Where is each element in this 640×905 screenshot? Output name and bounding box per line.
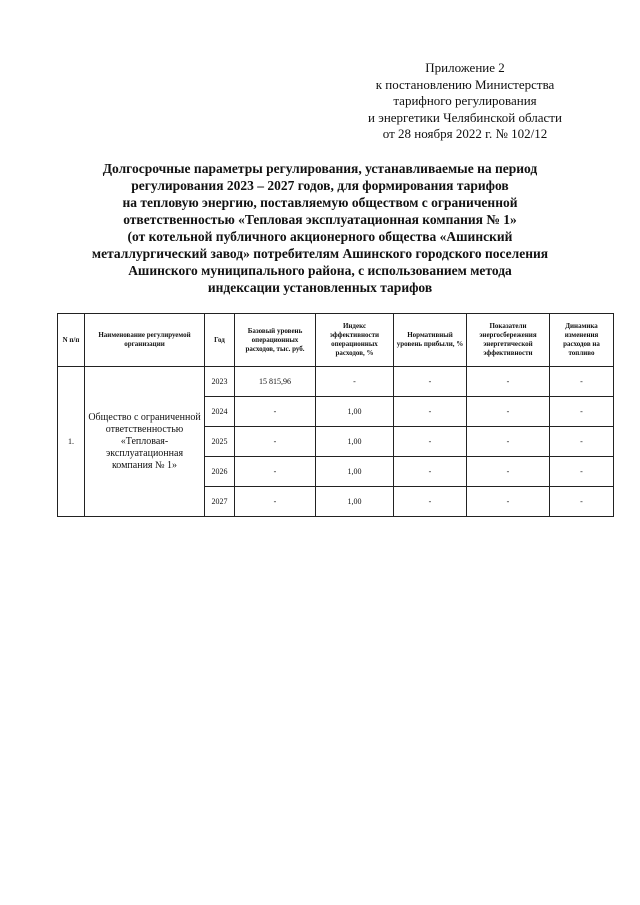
base-level-cell: -	[235, 397, 316, 427]
title-line: (от котельной публичного акционерного общества «Ашинский	[127, 229, 513, 244]
year-cell: 2023	[205, 367, 235, 397]
year-cell: 2024	[205, 397, 235, 427]
header-cell-fuel-dynamics: Динамика изменения расходов на топливо	[550, 314, 614, 367]
header-cell-energy-saving: Показатели энергосбережения энергетической эффективности	[467, 314, 550, 367]
annex-line: от 28 ноября 2022 г. № 102/12	[382, 126, 548, 141]
fuel-dynamics-cell: -	[550, 367, 614, 397]
efficiency-index-cell: 1,00	[316, 487, 394, 517]
annex-line: Приложение 2	[425, 60, 505, 75]
base-level-cell: -	[235, 457, 316, 487]
annex-line: тарифного регулирования	[393, 93, 537, 108]
efficiency-index-cell: -	[316, 367, 394, 397]
annex-line: и энергетики Челябинской области	[368, 109, 562, 125]
title-line: Долгосрочные параметры регулирования, устанавливаемые на период	[102, 161, 538, 176]
fuel-dynamics-cell: -	[550, 427, 614, 457]
energy-saving-cell: -	[467, 397, 550, 427]
title-line: металлургический завод» потребителям Ашинского городского поселения	[91, 246, 549, 261]
profit-cell: -	[394, 367, 467, 397]
header-cell-base-level: Базовый уровень операционных расходов, тыс. руб.	[235, 314, 316, 367]
efficiency-index-cell: 1,00	[316, 427, 394, 457]
annex-header	[340, 60, 590, 143]
title-line: Ашинского муниципального района, с использованием метода	[128, 263, 512, 278]
energy-saving-cell: -	[467, 367, 550, 397]
profit-cell: -	[394, 397, 467, 427]
fuel-dynamics-cell: -	[550, 397, 614, 427]
header-cell-year: Год	[205, 314, 235, 367]
annex-line: к постановлению Министерства	[375, 76, 555, 92]
profit-cell: -	[394, 487, 467, 517]
base-level-cell: 15 815,96	[235, 367, 316, 397]
title-line: ответственностью «Тепловая эксплуатационная компания № 1»	[123, 212, 517, 227]
row-number-cell: 1.	[58, 367, 85, 517]
efficiency-index-cell: 1,00	[316, 397, 394, 427]
table-row	[58, 367, 614, 397]
efficiency-index-cell: 1,00	[316, 457, 394, 487]
document-title	[60, 160, 580, 296]
year-cell: 2027	[205, 487, 235, 517]
year-cell: 2026	[205, 457, 235, 487]
parameters-table	[57, 313, 614, 517]
header-cell-profit: Нормативный уровень прибыли, %	[394, 314, 467, 367]
title-line: на тепловую энергию, поставляемую обществом с ограниченной	[122, 195, 518, 210]
base-level-cell: -	[235, 487, 316, 517]
base-level-cell: -	[235, 427, 316, 457]
energy-saving-cell: -	[467, 427, 550, 457]
energy-saving-cell: -	[467, 457, 550, 487]
profit-cell: -	[394, 427, 467, 457]
profit-cell: -	[394, 457, 467, 487]
header-cell-efficiency-index: Индекс эффективности операционных расходов, %	[316, 314, 394, 367]
year-cell: 2025	[205, 427, 235, 457]
header-cell-number: N п/п	[58, 314, 85, 367]
fuel-dynamics-cell: -	[550, 457, 614, 487]
title-line: индексации установленных тарифов	[207, 280, 433, 295]
organization-cell: Общество с ограниченной ответственностью «Тепловая-эксплуатационная компания № 1»	[85, 367, 205, 517]
header-cell-organization: Наименование регулируемой организации	[85, 314, 205, 367]
fuel-dynamics-cell: -	[550, 487, 614, 517]
title-line: регулирования 2023 – 2027 годов, для формирования тарифов	[131, 178, 509, 193]
table-header-row	[58, 314, 614, 367]
energy-saving-cell: -	[467, 487, 550, 517]
